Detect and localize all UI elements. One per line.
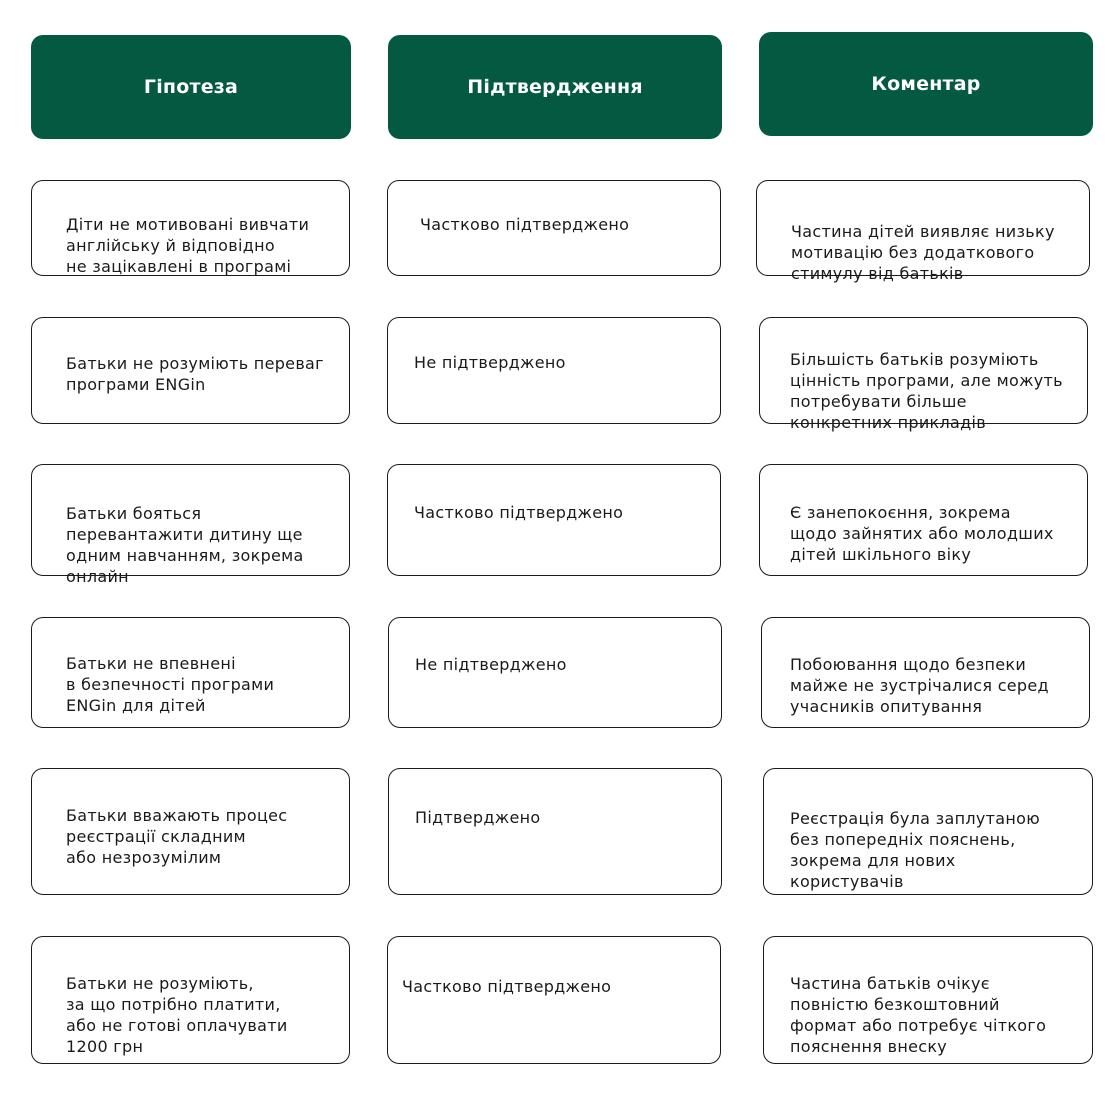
- header-hypothesis-label: Гіпотеза: [143, 76, 239, 98]
- hypothesis-text: Батьки не розуміють, за що потрібно платити, або не готові оплачувати 1200 грн: [66, 974, 288, 1056]
- hypothesis-card: [31, 768, 350, 895]
- confirmation-card: [388, 617, 722, 728]
- hypothesis-card: [31, 617, 350, 728]
- comment-text: Побоювання щодо безпеки майже не зустрічалися серед учасників опитування: [790, 655, 1049, 716]
- header-confirmation-label: Підтвердження: [467, 76, 643, 98]
- hypothesis-card: [31, 317, 350, 424]
- confirmation-text: Частково підтверджено: [420, 215, 630, 234]
- comment-card: [763, 936, 1093, 1064]
- confirmation-card: [387, 936, 721, 1064]
- header-hypothesis: [31, 35, 351, 139]
- hypothesis-text: Батьки не впевнені в безпечності програми ENGin для дітей: [66, 654, 275, 715]
- comment-card: [761, 617, 1090, 728]
- header-comment-label: Коментар: [871, 73, 981, 95]
- confirmation-card: [387, 317, 721, 424]
- confirmation-text: Підтверджено: [415, 808, 541, 827]
- header-confirmation: [388, 35, 722, 139]
- confirmation-text: Не підтверджено: [414, 353, 566, 372]
- confirmation-card: [387, 180, 721, 276]
- comment-card: [756, 180, 1090, 283]
- comment-card: [759, 317, 1088, 432]
- confirmation-card: [387, 464, 721, 576]
- hypothesis-text: Батьки вважають процес реєстрації складним або незрозумілим: [66, 806, 288, 867]
- comment-text: Є занепокоєння, зокрема щодо зайнятих або молодших дітей шкільного віку: [790, 503, 1054, 564]
- hypothesis-card: [31, 464, 350, 586]
- confirmation-text: Частково підтверджено: [414, 503, 624, 522]
- comment-card: [759, 464, 1088, 576]
- confirmation-text: Частково підтверджено: [402, 977, 612, 996]
- hypothesis-text: Батьки не розуміють переваг програми ENGin: [66, 354, 324, 394]
- comment-text: Більшість батьків розуміють цінність програми, але можуть потребувати більше конкретних прикладів: [790, 350, 1063, 432]
- hypothesis-text: Батьки бояться перевантажити дитину ще одним навчанням, зокрема онлайн: [66, 504, 304, 586]
- hypothesis-text: Діти не мотивовані вивчати англійську й відповідно не зацікавлені в програмі: [66, 215, 310, 276]
- comment-text: Реєстрація була заплутаною без попередніх пояснень, зокрема для нових користувачів: [790, 809, 1040, 891]
- comment-card: [763, 768, 1093, 895]
- confirmation-text: Не підтверджено: [415, 655, 567, 674]
- confirmation-card: [388, 768, 722, 895]
- hypothesis-card: [31, 936, 350, 1064]
- hypothesis-card: [31, 180, 350, 276]
- comment-text: Частина дітей виявляє низьку мотивацію без додаткового стимулу від батьків: [791, 222, 1055, 283]
- comment-text: Частина батьків очікує повністю безкоштовний формат або потребує чіткого пояснення внеску: [790, 974, 1047, 1056]
- header-comment: [759, 32, 1093, 136]
